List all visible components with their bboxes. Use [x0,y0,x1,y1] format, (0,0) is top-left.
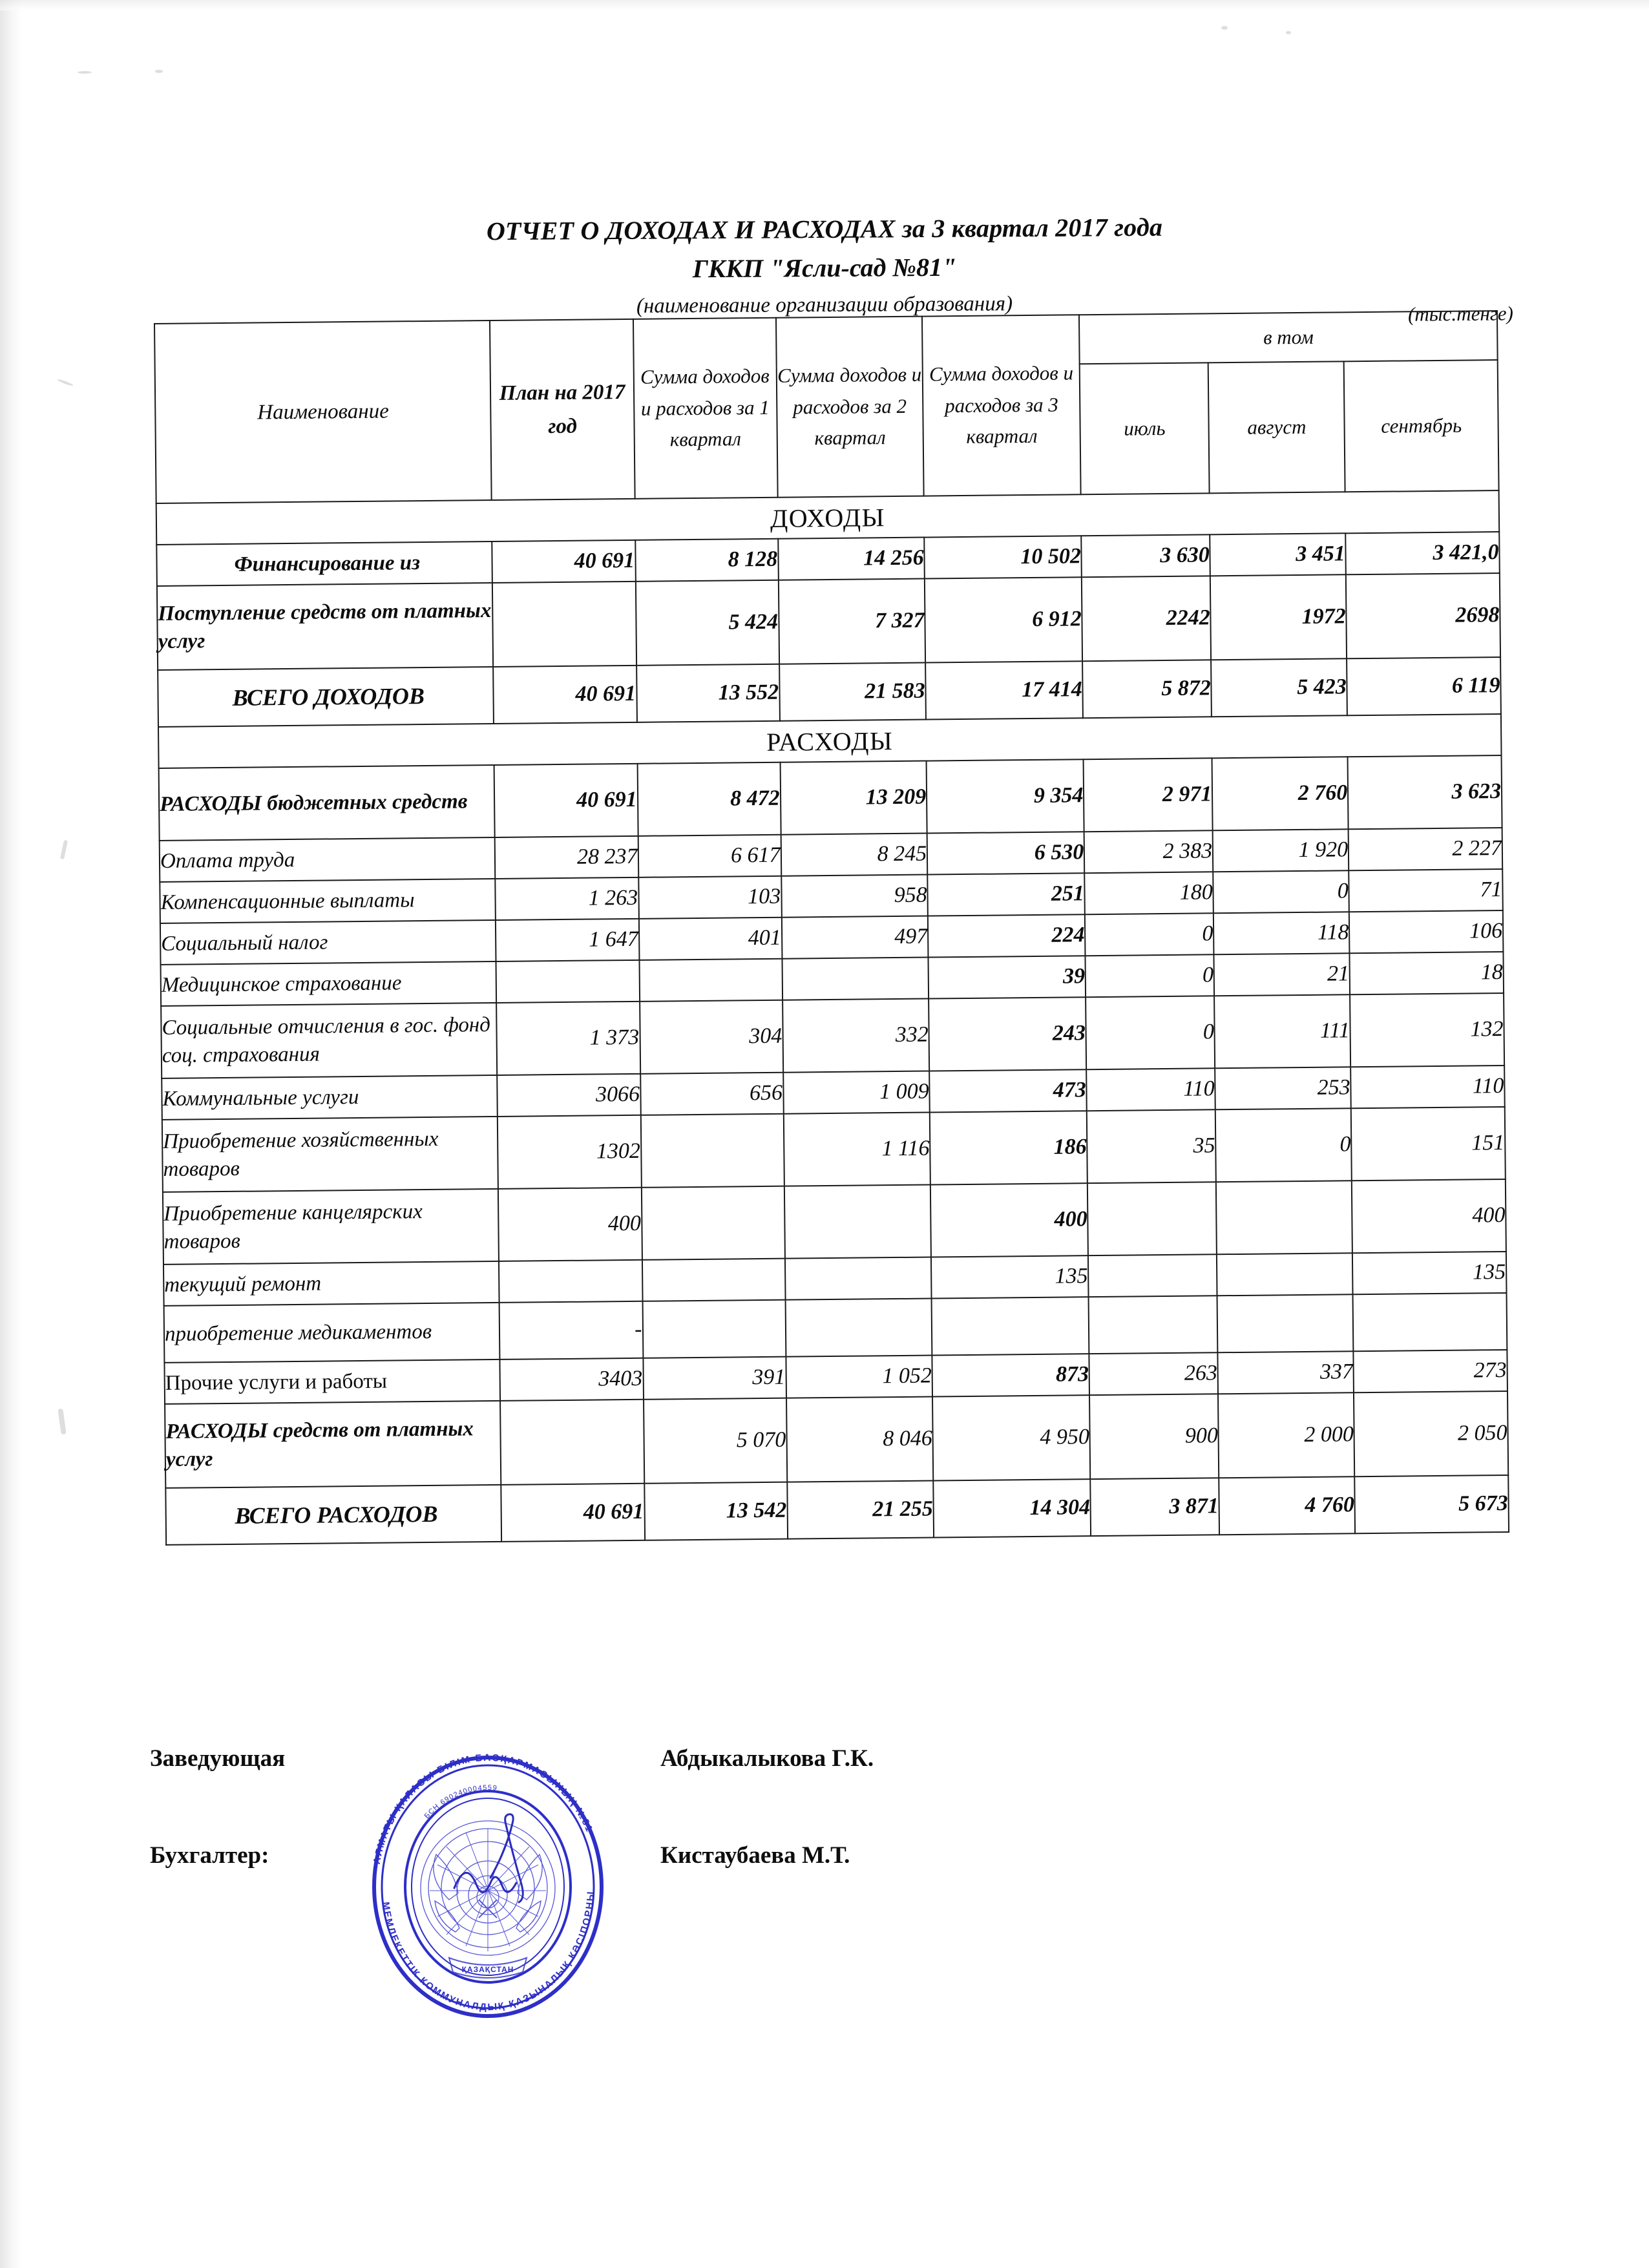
cell-q3: 4 950 [932,1395,1090,1480]
cell-q2 [785,1299,932,1357]
scan-speck [58,1409,66,1435]
row-label: Социальные отчисления в гос. фонд соц. страхования [161,1003,498,1078]
cell-september: 2 050 [1354,1391,1508,1476]
cell-q1: 13 542 [644,1482,788,1540]
row-label: Приобретение хозяйственных товаров [162,1117,499,1192]
cell-q3: 873 [932,1354,1090,1396]
column-header-group: в том [1079,311,1497,364]
signature-row-accountant [150,1842,1184,1938]
cell-september: 400 [1352,1179,1506,1253]
cell-july: 2 383 [1084,830,1213,873]
cell-q3: 10 502 [924,536,1082,578]
cell-q1: 5 070 [644,1398,787,1484]
cell-september: 6 119 [1347,657,1501,715]
cell-july: 5 872 [1082,660,1212,718]
signature-block [150,1745,1184,1938]
column-header-july: июль [1080,362,1210,494]
cell-q1: 6 617 [638,835,781,877]
column-header-september: сентябрь [1344,360,1499,492]
cell-july: 2 971 [1084,758,1213,832]
cell-august: 21 [1214,953,1350,996]
cell-september: 106 [1349,910,1503,953]
cell-july [1089,1296,1218,1354]
org-name: ГККП "Ясли-сад №81" [692,252,957,284]
cell-plan: 28 237 [495,836,638,879]
column-header-plan: План на 2017 год [490,319,635,500]
table-row [161,993,1504,1078]
cell-august: 1 920 [1213,829,1349,872]
cell-q1: 401 [638,918,782,960]
stamp-center-text: ҚАЗАҚСТАН [461,1965,514,1974]
cell-july: 900 [1089,1394,1219,1479]
cell-august: 2 760 [1212,757,1349,830]
row-label: Социальный налог [160,920,496,965]
cell-q3: 224 [928,914,1086,957]
cell-august: 3 451 [1210,533,1346,576]
signature-name: Кистаубаева М.Т. [660,1842,850,1869]
cell-august [1216,1181,1352,1254]
cell-august: 337 [1218,1351,1354,1394]
cell-q3: 243 [929,997,1086,1071]
cell-july: 263 [1089,1352,1219,1395]
cell-q2: 1 052 [786,1356,932,1398]
table-body [156,490,1509,1545]
cell-august: 5 423 [1211,658,1347,717]
unit-note: (тыс.тенге) [1407,302,1514,326]
stamp-outer-text-bottom: МЕМЛЕКЕТТІК КОММУНАЛДЫҚ ҚАЗЫНАЛЫҚ КӘСІПОРНЫ [380,1889,597,2013]
cell-september: 3 421,0 [1345,532,1499,574]
row-label: РАСХОДЫ бюджетных средств [159,765,496,841]
scan-speck [1221,26,1228,30]
section-title-expenses: РАСХОДЫ [158,714,1502,768]
cell-plan [492,582,636,667]
cell-plan: 1 373 [497,1002,640,1075]
cell-q1: 5 424 [635,580,779,666]
cell-september: 2698 [1346,573,1500,658]
cell-july: 35 [1087,1109,1216,1183]
cell-july: 3 630 [1082,534,1211,577]
cell-august [1217,1294,1354,1352]
page-title: ОТЧЕТ О ДОХОДАХ И РАСХОДАХ за 3 квартал 2017 года [486,212,1163,246]
cell-q3: 6 530 [927,832,1085,874]
cell-plan: 40 691 [501,1484,645,1542]
column-header-q1: Сумма доходов и расходов за 1 квартал [633,318,778,499]
cell-q3: 17 414 [925,661,1083,719]
cell-september: 5 673 [1354,1475,1509,1533]
table-row [162,1107,1506,1192]
cell-q3: 473 [929,1069,1087,1112]
table-row [165,1391,1508,1488]
cell-september [1353,1293,1507,1351]
signature-role: Бухгалтер: [150,1842,269,1869]
org-caption: (наименование организации образования) [636,292,1013,318]
cell-q2: 1 009 [783,1071,930,1114]
cell-september: 151 [1351,1107,1506,1181]
cell-july: 0 [1086,954,1215,997]
cell-july: 110 [1086,1068,1215,1111]
cell-july [1088,1254,1217,1297]
cell-plan: 1 263 [496,877,639,920]
cell-september: 71 [1349,869,1502,912]
cell-q1: 656 [640,1073,784,1115]
cell-august: 1972 [1210,574,1347,660]
cell-july: 0 [1086,996,1215,1069]
table-head [154,311,1499,503]
scan-edge-top [0,0,1649,10]
cell-plan [496,960,640,1003]
table-row [159,755,1502,841]
cell-august: 4 760 [1219,1476,1355,1535]
row-label: ВСЕГО РАСХОДОВ [165,1485,501,1545]
cell-september: 132 [1350,993,1504,1067]
report-table [154,310,1509,1546]
signature-name: Абдыкалыкова Г.К. [660,1745,874,1772]
cell-q2: 497 [781,916,928,959]
cell-q1 [642,1300,786,1358]
cell-september: 18 [1350,952,1504,994]
stamp-outer-text-top: АЛМАТЫ ҚАЛАСЫ БІЛІМ БАСҚАРМАСЫНЫҢ №81 [371,1752,595,1865]
cell-plan: 40 691 [494,666,637,724]
cell-q2: 14 256 [778,538,925,580]
cell-september: 135 [1352,1252,1506,1294]
cell-q2: 13 209 [780,761,927,835]
cell-q2 [784,1185,931,1259]
cell-plan: 1302 [498,1115,641,1189]
cell-july [1087,1182,1217,1255]
row-label: приобретение медикаментов [164,1303,500,1363]
scan-edge-left [0,0,22,2268]
scan-speck [155,70,163,73]
scan-speck [1286,31,1291,34]
row-label: Коммунальные услуги [162,1075,498,1120]
cell-q3 [932,1297,1089,1355]
row-label: РАСХОДЫ средств от платных услуг [165,1401,501,1488]
cell-august [1217,1253,1353,1296]
cell-q1 [641,1186,784,1260]
section-title-incomes: ДОХОДЫ [156,490,1500,545]
cell-august: 2 000 [1218,1392,1354,1478]
cell-q2: 1 116 [783,1113,930,1186]
report-table-container [154,310,1509,1546]
row-label: текущий ремонт [163,1261,499,1306]
column-header-q2: Сумма доходов и расходов за 2 квартал [776,317,924,498]
cell-plan: 400 [498,1188,642,1261]
cell-august: 0 [1215,1108,1352,1182]
cell-q3: 251 [927,873,1085,916]
cell-plan: - [499,1301,643,1360]
row-label: ВСЕГО ДОХОДОВ [158,667,494,727]
cell-july: 0 [1085,913,1214,956]
scan-speck [60,840,68,860]
cell-q3: 186 [930,1111,1087,1184]
cell-q1: 8 128 [635,539,779,582]
column-header-q3: Сумма доходов и расходов за 3 квартал [922,315,1081,496]
row-label: Компенсационные выплаты [160,879,496,923]
cell-q2: 8 046 [786,1397,934,1482]
cell-september: 273 [1354,1350,1507,1392]
cell-september: 3 623 [1348,755,1502,829]
cell-q1: 103 [638,876,782,919]
cell-q3: 400 [930,1183,1088,1257]
cell-august: 0 [1213,870,1349,913]
row-label: Прочие услуги и работы [164,1360,500,1404]
cell-plan: 40 691 [492,540,636,583]
cell-plan: 3403 [500,1358,644,1401]
signature-role: Заведующая [150,1745,286,1772]
cell-q1 [639,959,782,1002]
cell-q2: 332 [782,999,930,1073]
row-label: Оплата труда [160,837,496,882]
cell-plan: 40 691 [494,764,638,837]
row-label: Приобретение канцелярских товаров [163,1189,499,1265]
cell-q1 [640,1114,784,1188]
cell-plan [499,1260,642,1303]
cell-july: 180 [1085,872,1214,914]
cell-september: 110 [1350,1066,1504,1108]
cell-q3: 39 [929,956,1086,998]
cell-q2: 21 583 [779,663,926,721]
row-label: Медицинское страхование [161,961,497,1006]
cell-q1: 391 [643,1357,786,1400]
cell-q2 [782,958,929,1000]
column-header-august: август [1208,361,1345,493]
cell-july: 2242 [1082,576,1211,661]
scan-speck [57,379,74,387]
row-label: Поступление средств от платных услуг [157,583,494,670]
cell-july: 3 871 [1091,1478,1220,1536]
cell-q2 [785,1257,932,1300]
cell-q1: 13 552 [636,664,780,722]
cell-september: 2 227 [1349,828,1502,870]
cell-q1 [642,1259,785,1301]
table-row [163,1179,1506,1265]
document-header [0,213,1649,317]
stamp-inner-text: БСН 690240004559 [423,1783,498,1820]
cell-q3: 9 354 [927,759,1084,833]
cell-q2: 8 245 [781,834,927,876]
column-header-name: Наименование [154,320,492,503]
cell-q3: 6 912 [925,577,1082,662]
cell-q2: 7 327 [778,579,925,664]
cell-august: 253 [1215,1067,1351,1109]
cell-plan: 1 647 [496,919,639,961]
row-label: Финансирование из [156,541,492,586]
table-row [165,1475,1509,1545]
cell-q1: 8 472 [637,762,781,836]
cell-august: 118 [1213,912,1350,954]
scan-speck [78,71,92,74]
table-row [157,573,1500,670]
cell-q2: 21 255 [787,1481,934,1539]
cell-q2: 958 [781,875,928,918]
signature-row-director [150,1745,1184,1842]
cell-q3: 14 304 [933,1479,1091,1537]
cell-plan [501,1400,644,1485]
cell-plan: 3066 [498,1074,641,1117]
cell-q1: 304 [640,1000,783,1074]
cell-q3: 135 [931,1255,1089,1298]
cell-august: 111 [1214,994,1350,1068]
